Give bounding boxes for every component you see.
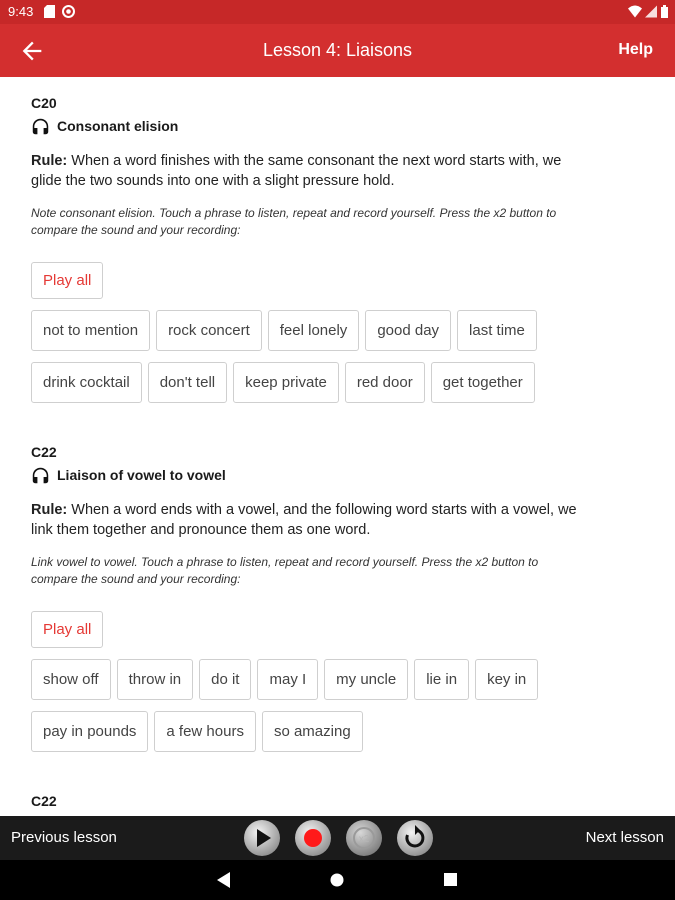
phrase-button[interactable]: my uncle bbox=[324, 659, 408, 700]
nav-home-icon[interactable] bbox=[330, 873, 344, 887]
rule-text bbox=[31, 500, 641, 540]
section-title[interactable] bbox=[31, 116, 641, 136]
phrase-button[interactable]: don't tell bbox=[148, 362, 227, 403]
section-title-text: Liaison of vowel to vowel bbox=[57, 467, 226, 483]
phrase-button[interactable]: pay in pounds bbox=[31, 711, 148, 752]
phrase-button[interactable]: rock concert bbox=[156, 310, 262, 351]
phrase-list bbox=[31, 659, 641, 752]
system-nav-bar bbox=[0, 860, 675, 900]
headphones-icon[interactable] bbox=[31, 467, 50, 484]
phrase-button[interactable]: may I bbox=[257, 659, 318, 700]
phrase-row bbox=[31, 310, 641, 351]
section-title-text: Consonant elision bbox=[57, 118, 179, 134]
replay-icon[interactable] bbox=[396, 819, 434, 857]
section-code: C22 bbox=[31, 444, 57, 460]
nav-back-icon[interactable] bbox=[217, 872, 231, 888]
phrase-button[interactable]: so amazing bbox=[262, 711, 363, 752]
rule-text bbox=[31, 151, 641, 191]
record-icon[interactable] bbox=[294, 819, 332, 857]
battery-icon bbox=[661, 5, 668, 18]
next-lesson-button[interactable]: Next lesson bbox=[585, 829, 664, 846]
play-all-button[interactable]: Play all bbox=[31, 611, 103, 648]
phrase-button[interactable]: key in bbox=[475, 659, 538, 700]
rule-line-2: link them together and pronounce them as one word. bbox=[31, 522, 371, 538]
phrase-button[interactable]: not to mention bbox=[31, 310, 150, 351]
phrase-button[interactable]: red door bbox=[345, 362, 425, 403]
note-line-1: Note consonant elision. Touch a phrase to listen, repeat and record yourself. Press the x2 button to bbox=[31, 206, 557, 220]
phrase-row bbox=[31, 711, 641, 752]
x2-label: x2 bbox=[358, 834, 370, 845]
phrase-button[interactable]: throw in bbox=[117, 659, 194, 700]
compare-x2-icon[interactable] bbox=[345, 819, 383, 857]
play-all-button[interactable]: Play all bbox=[31, 262, 103, 299]
note-line-2: compare the sound and your recording: bbox=[31, 223, 241, 237]
headphones-icon[interactable] bbox=[31, 118, 50, 135]
help-button[interactable]: Help bbox=[618, 41, 653, 58]
section-vowel-liaison bbox=[31, 444, 641, 763]
previous-lesson-button[interactable]: Previous lesson bbox=[11, 829, 117, 846]
phrase-button[interactable]: get together bbox=[431, 362, 535, 403]
phrase-button[interactable]: drink cocktail bbox=[31, 362, 142, 403]
phrase-button[interactable]: keep private bbox=[233, 362, 339, 403]
section-next bbox=[31, 793, 641, 811]
section-code: C22 bbox=[31, 793, 57, 809]
app-bar bbox=[0, 24, 675, 77]
phrase-button[interactable]: last time bbox=[457, 310, 537, 351]
phrase-button[interactable]: good day bbox=[365, 310, 451, 351]
wifi-icon bbox=[628, 5, 642, 18]
play-icon[interactable] bbox=[243, 819, 281, 857]
phrase-button[interactable]: show off bbox=[31, 659, 111, 700]
phrase-button[interactable]: lie in bbox=[414, 659, 469, 700]
phrase-row bbox=[31, 362, 641, 403]
phrase-button[interactable]: a few hours bbox=[154, 711, 256, 752]
page-title: Lesson 4: Liaisons bbox=[262, 40, 413, 60]
status-bar bbox=[0, 0, 675, 24]
rule-line-2: glide the two sounds into one with a slight pressure hold. bbox=[31, 173, 395, 189]
note-text bbox=[31, 205, 641, 239]
section-title[interactable] bbox=[31, 465, 641, 485]
rule-line-1: When a word ends with a vowel, and the following word starts with a vowel, we bbox=[67, 502, 577, 518]
sd-card-icon bbox=[44, 5, 55, 18]
section-consonant-elision bbox=[31, 95, 641, 414]
phrase-button[interactable]: feel lonely bbox=[268, 310, 360, 351]
rule-label: Rule: bbox=[31, 153, 68, 169]
status-time: 9:43 bbox=[8, 4, 34, 19]
rule-line-1: When a word finishes with the same consonant the next word starts with, we bbox=[67, 153, 562, 169]
rule-label: Rule: bbox=[31, 502, 68, 518]
note-line-1: Link vowel to vowel. Touch a phrase to listen, repeat and record yourself. Press the x2 button to bbox=[31, 555, 539, 569]
phrase-list bbox=[31, 310, 641, 403]
lesson-control-bar bbox=[0, 816, 675, 860]
section-code: C20 bbox=[31, 95, 57, 111]
lesson-content[interactable] bbox=[0, 77, 675, 816]
note-line-2: compare the sound and your recording: bbox=[31, 572, 241, 586]
record-status-icon bbox=[62, 5, 75, 18]
note-text bbox=[31, 554, 641, 588]
phrase-button[interactable]: do it bbox=[199, 659, 251, 700]
signal-icon bbox=[645, 5, 657, 18]
phrase-row bbox=[31, 659, 641, 700]
nav-recents-icon[interactable] bbox=[444, 873, 457, 886]
